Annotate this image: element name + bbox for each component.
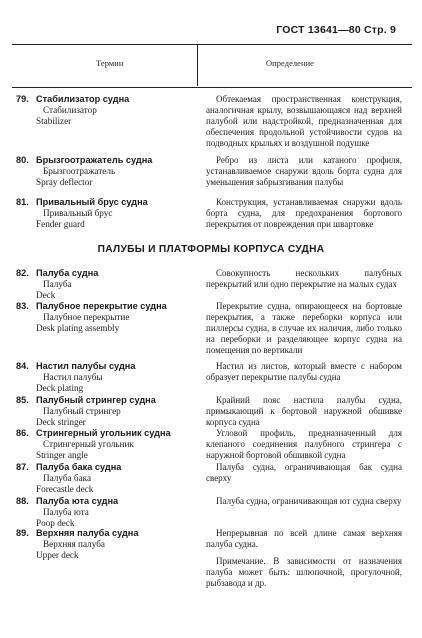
page-header: ГОСТ 13641—80 Стр. 9 <box>276 24 396 36</box>
term-short: Палуба бака <box>43 473 92 483</box>
term-title: Палуба бака судна <box>36 462 122 472</box>
term-short: Брызгоотражатель <box>43 166 116 176</box>
column-header-definition: Определение <box>266 59 314 68</box>
definition-text: Палуба судна, ограничивающая ют судна сверху <box>216 496 402 506</box>
definition-text: Ребро из листа или катаного профиля, устанавливаемое снаружи вдоль борта судна для уменьшения забрызгивания палубы <box>206 155 402 187</box>
term-title: Стрингерный угольник судна <box>36 428 171 438</box>
term-english: Deck plating <box>36 383 84 393</box>
term-entry-89 <box>16 528 196 561</box>
term-number: 81. <box>16 197 29 207</box>
term-number: 80. <box>16 155 29 165</box>
definition-85 <box>206 395 402 428</box>
definition-80 <box>206 155 402 188</box>
definition-text: Перекрытие судна, опирающееся на бортовые перекрытия, а также переборки корпуса или пиллерсы судна, в случае их наличия, либо только на переборки и разделяющее корпус судна на помещения по вертикали <box>206 301 402 355</box>
term-entry-80 <box>16 155 196 188</box>
term-short: Стабилизатор <box>43 105 97 115</box>
term-number: 88. <box>16 496 29 506</box>
definition-text: Угловой профиль, предназначенный для клепаного соединения палубного стрингера с наружной бортовой обшивкой судна <box>206 428 402 460</box>
definition-text: Палуба судна, ограничивающая бак судна сверху <box>206 462 402 483</box>
term-title: Палубное перекрытие судна <box>36 301 167 311</box>
term-short: Палубное перекрытие <box>43 312 130 322</box>
term-short: Палубный стрингер <box>43 406 121 416</box>
term-english: Forecastle deck <box>36 484 94 494</box>
term-english: Poop deck <box>36 518 75 528</box>
term-number: 82. <box>16 268 29 278</box>
term-number: 89. <box>16 528 29 538</box>
term-title: Настил палубы судна <box>36 361 136 371</box>
definition-text: Совокупность нескольких палубных перекрытий или одно перекрытие на малых судах <box>206 268 402 289</box>
definition-83 <box>206 301 402 356</box>
definition-text: Непрерывная по всей длине самая верхняя палуба судна. <box>206 528 402 549</box>
term-short: Настил палубы <box>43 372 103 382</box>
term-english: Stringer angle <box>36 450 88 460</box>
term-entry-88 <box>16 496 196 529</box>
column-header-term: Термин <box>96 59 124 68</box>
term-number: 87. <box>16 462 29 472</box>
term-short: Палуба <box>43 279 72 289</box>
term-title: Верхняя палуба судна <box>36 528 139 538</box>
definition-text: Настил из листов, который вместе с набором образует перекрытие палубы судна <box>206 361 402 382</box>
term-entry-84 <box>16 361 196 394</box>
term-english: Fender guard <box>36 219 85 229</box>
definition-87 <box>206 462 402 484</box>
term-entry-79 <box>16 94 196 127</box>
term-entry-83 <box>16 301 196 334</box>
term-short: Стрингерный угольник <box>43 439 134 449</box>
term-number: 86. <box>16 428 29 438</box>
term-entry-82 <box>16 268 196 301</box>
section-title: ПАЛУБЫ И ПЛАТФОРМЫ КОРПУСА СУДНА <box>97 244 325 255</box>
term-short: Привальный брус <box>43 208 113 218</box>
term-title: Стабилизатор судна <box>36 94 130 104</box>
term-entry-81 <box>16 197 196 230</box>
definition-79 <box>206 94 402 149</box>
table-header <box>12 44 412 88</box>
term-title: Палуба судна <box>36 268 99 278</box>
term-english: Deck <box>36 290 56 300</box>
term-english: Desk plating assembly <box>36 323 120 333</box>
term-english: Stabilizer <box>36 116 72 126</box>
definition-86 <box>206 428 402 461</box>
definition-note: Примечание. В зависимости от назначения палуба может быть: шлюпочной, прогулочной, рыбзавода и др. <box>206 556 402 588</box>
term-entry-85 <box>16 395 196 428</box>
column-divider <box>197 44 198 86</box>
term-number: 85. <box>16 395 29 405</box>
term-english: Upper deck <box>36 550 79 560</box>
term-number: 79. <box>16 94 29 104</box>
definition-text: Конструкция, устанавливаемая снаружи вдоль борта судна, для предохранения бортового перекрытия от повреждения при швартовке <box>206 197 402 229</box>
definition-88 <box>206 496 402 507</box>
definition-89 <box>206 528 402 589</box>
definition-84 <box>206 361 402 383</box>
term-short: Верхняя палуба <box>43 539 105 549</box>
term-title: Палубный стрингер судна <box>36 395 156 405</box>
term-english: Deck stringer <box>36 417 86 427</box>
term-title: Брызгоотражатель судна <box>36 155 153 165</box>
term-entry-86 <box>16 428 196 461</box>
term-title: Палуба юта судна <box>36 496 119 506</box>
term-short: Палуба юта <box>43 507 89 517</box>
term-english: Spray deflector <box>36 177 93 187</box>
term-number: 83. <box>16 301 29 311</box>
term-entry-87 <box>16 462 196 495</box>
definition-text: Обтекаемая пространственная конструкция, аналогичная крылу, возвышающаяся над верхней палубой или надстройкой, предназначенная для обеспечения продольной устойчивости судов на подводных крыльях и воздушной подушке <box>206 94 402 148</box>
definition-82 <box>206 268 402 290</box>
definition-81 <box>206 197 402 230</box>
term-number: 84. <box>16 361 29 371</box>
definition-text: Крайний пояс настила палубы судна, примыкающий к бортовой наружной обшивке корпуса судна <box>206 395 402 427</box>
term-title: Привальный брус судна <box>36 197 148 207</box>
